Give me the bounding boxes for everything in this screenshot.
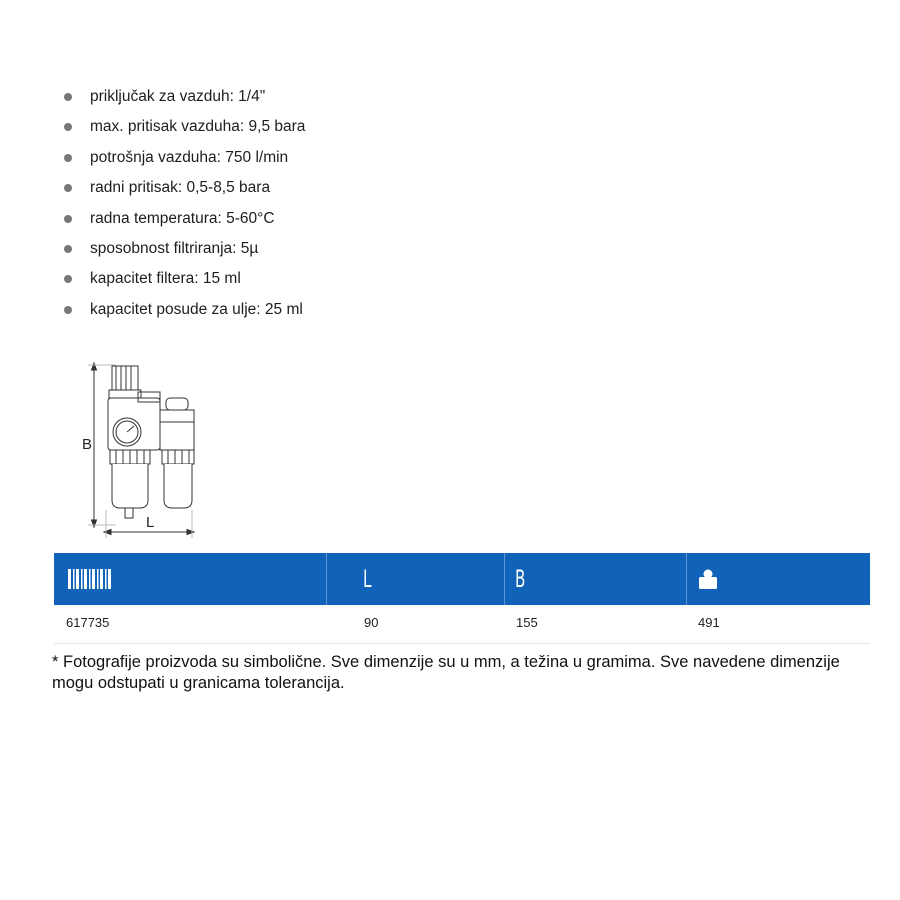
weight-icon xyxy=(698,569,718,589)
spec-item xyxy=(62,82,305,112)
length-column-header xyxy=(363,553,375,605)
weight-column-header xyxy=(698,553,718,605)
length-cell: 90 xyxy=(364,615,379,630)
code-column-header xyxy=(68,553,112,605)
column-divider xyxy=(504,553,505,605)
column-divider xyxy=(326,553,327,605)
table-header xyxy=(54,553,870,605)
spec-text: priključak za vazduh: 1/4" xyxy=(90,88,266,105)
spec-text: sposobnost filtriranja: 5µ xyxy=(90,239,259,257)
spec-text: max. pritisak vazduha: 9,5 bara xyxy=(90,118,306,136)
length-dimension-label: L xyxy=(146,514,155,531)
spec-list xyxy=(62,82,305,325)
spec-text: kapacitet filtera: 15 ml xyxy=(90,270,241,288)
weight-cell: 491 xyxy=(698,615,720,630)
footnote: * Fotografije proizvoda su simbolične. Sve dimenzije su u mm, a težina u gramima. Sve navedene dimenzije mogu odstupati u granicama tolerancija. xyxy=(52,653,840,692)
bullet-icon xyxy=(64,275,72,283)
bullet-icon xyxy=(64,245,72,253)
spec-text: radni pritisak: 0,5-8,5 bara xyxy=(90,179,271,197)
height-header-label: B xyxy=(515,565,526,593)
spec-item xyxy=(62,295,305,325)
spec-item xyxy=(62,204,305,234)
product-dimension-drawing xyxy=(76,360,206,540)
bullet-icon xyxy=(64,154,72,162)
height-dimension-label: B xyxy=(82,436,93,453)
table-row xyxy=(54,605,870,644)
spec-item xyxy=(62,264,305,294)
bullet-icon xyxy=(64,93,72,101)
spec-text: potrošnja vazduha: 750 l/min xyxy=(90,148,289,166)
length-header-label: L xyxy=(363,565,372,593)
bullet-icon xyxy=(64,184,72,192)
spec-item xyxy=(62,143,305,173)
spec-text: radna temperatura: 5-60°C xyxy=(90,209,275,227)
column-divider xyxy=(686,553,687,605)
bullet-icon xyxy=(64,123,72,131)
product-code-cell: 617735 xyxy=(66,615,110,630)
spec-text: kapacitet posude za ulje: 25 ml xyxy=(90,300,303,318)
spec-item xyxy=(62,173,305,203)
bullet-icon xyxy=(64,306,72,314)
spec-item xyxy=(62,234,305,264)
spec-item xyxy=(62,112,305,142)
height-cell: 155 xyxy=(516,615,538,630)
barcode-icon xyxy=(68,569,112,589)
height-column-header xyxy=(515,553,530,605)
bullet-icon xyxy=(64,215,72,223)
